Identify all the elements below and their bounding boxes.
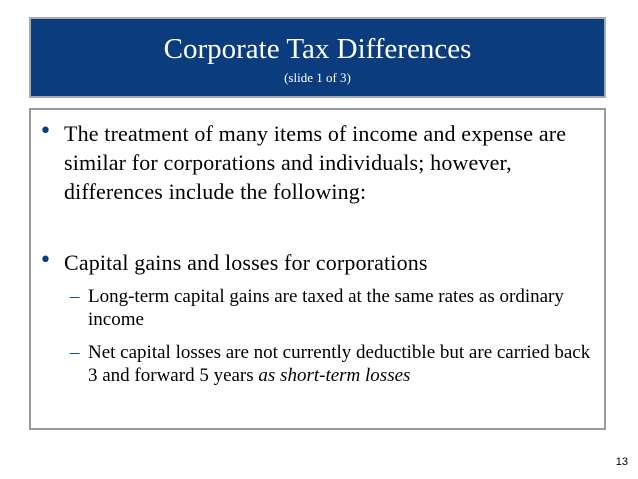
dash-icon: – [70, 286, 80, 307]
bullet-text: The treatment of many items of income and expense are similar for corporations and individuals; however, differences include the following: [64, 121, 567, 204]
slide-subtitle: (slide 1 of 3) [284, 70, 351, 85]
bullet-icon: • [39, 119, 52, 144]
dash-icon: – [70, 342, 80, 363]
title-bar [29, 17, 606, 98]
sub-bullet-italic-text: as short-term losses [258, 365, 411, 386]
sub-bullet-text: Long-term capital gains are taxed at the same rates as ordinary income [88, 286, 564, 330]
page-number: 13 [615, 456, 628, 468]
slide-title: Corporate Tax Differences [163, 33, 472, 65]
bullet-text: Capital gains and losses for corporations [64, 250, 428, 275]
sub-bullet-text [88, 341, 600, 387]
content-box [29, 108, 606, 430]
bullet-icon: • [39, 248, 52, 273]
sub-bullet-plain-text: Net capital losses are not currently deductible but are carried back 3 and forward 5 years [88, 342, 591, 386]
